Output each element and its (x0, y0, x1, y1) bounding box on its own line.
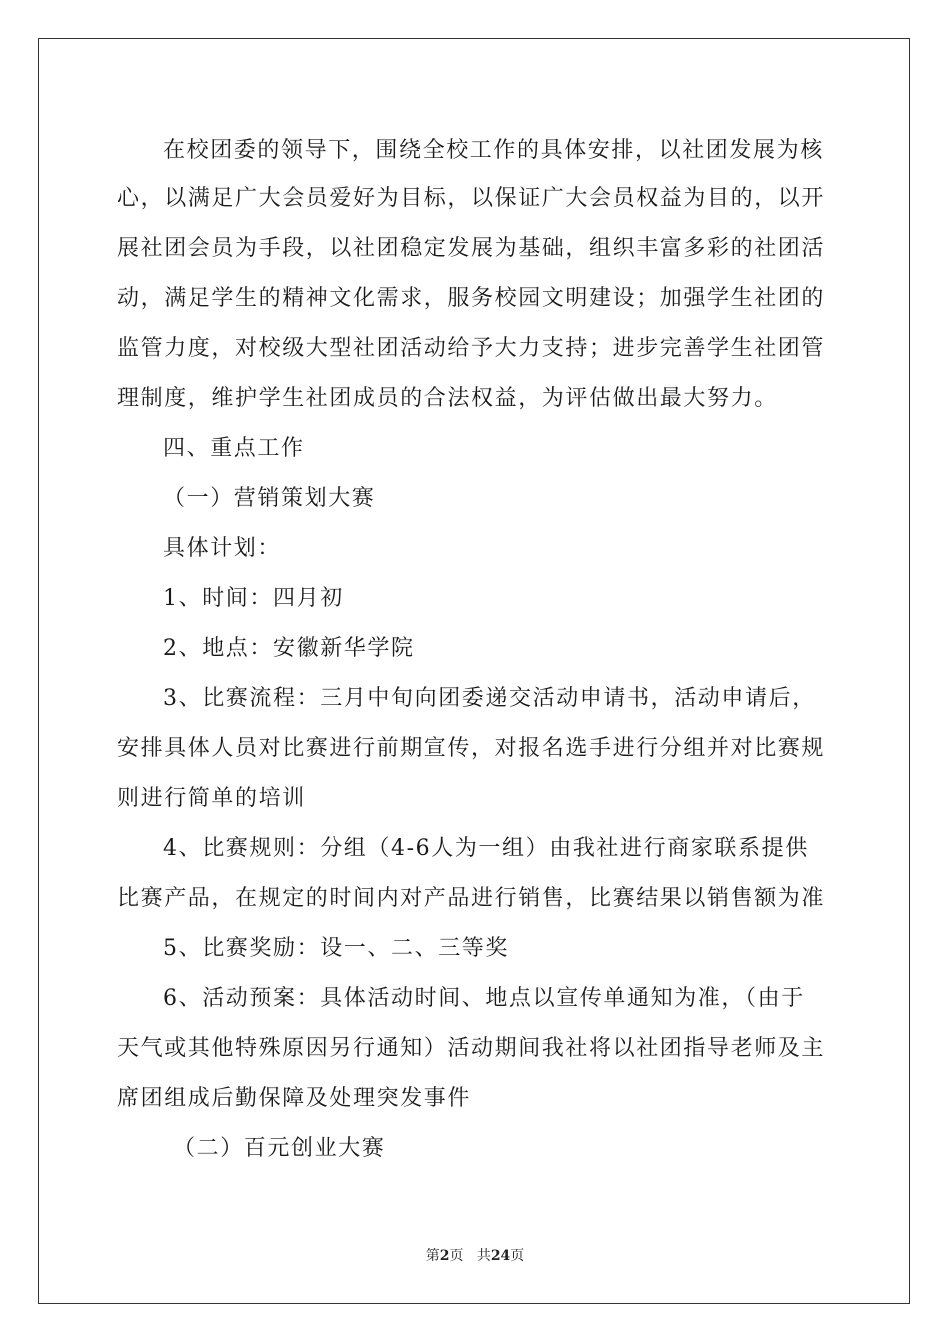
list-item-continuation: 天气或其他特殊原因另行通知）活动期间我社将以社团指导老师及主 (117, 1036, 826, 1061)
list-item-continuation: 安排具体人员对比赛进行前期宣传，对报名选手进行分组并对比赛规 (117, 736, 826, 761)
page-footer (0, 1246, 950, 1266)
list-item: 4、比赛规则：分组（4-6人为一组）由我社进行商家联系提供 (163, 836, 809, 861)
list-item-continuation: 比赛产品，在规定的时间内对产品进行销售，比赛结果以销售额为准 (117, 886, 826, 911)
footer-total-suffix: 页 (510, 1248, 525, 1264)
list-item: 3、比赛流程：三月中旬向团委递交活动申请书，活动申请后， (163, 686, 816, 711)
footer-prefix: 第 (425, 1248, 440, 1264)
list-item-continuation: 席团组成后勤保障及处理突发事件 (117, 1086, 472, 1111)
plan-label: 具体计划： (163, 536, 282, 561)
footer-page-number: 2 (439, 1248, 450, 1264)
list-item: 2、地点：安徽新华学院 (163, 636, 415, 661)
page-border (38, 38, 910, 1304)
subsection-heading: （一）营销策划大赛 (163, 486, 376, 511)
footer-total-pages: 24 (490, 1248, 511, 1264)
paragraph-line: 展社团会员为手段，以社团稳定发展为基础，组织丰富多彩的社团活 (117, 236, 826, 261)
list-item: 5、比赛奖励：设一、二、三等奖 (163, 936, 509, 961)
footer-total-prefix: 共 (476, 1248, 491, 1264)
section-heading: 四、重点工作 (163, 436, 305, 461)
paragraph-line: 在校团委的领导下，围绕全校工作的具体安排，以社团发展为核 (163, 138, 824, 163)
list-item: 1、时间：四月初 (163, 586, 344, 611)
footer-page-suffix: 页 (449, 1248, 464, 1264)
paragraph-line: 监管力度，对校级大型社团活动给予大力支持；进步完善学生社团管 (117, 336, 826, 361)
list-item-continuation: 则进行简单的培训 (117, 786, 306, 811)
subsection-heading: （二）百元创业大赛 (173, 1136, 386, 1161)
paragraph-line: 心，以满足广大会员爱好为目标，以保证广大会员权益为目的，以开 (117, 186, 826, 211)
paragraph-line: 动，满足学生的精神文化需求，服务校园文明建设；加强学生社团的 (117, 286, 826, 311)
list-item: 6、活动预案：具体活动时间、地点以宣传单通知为准，（由于 (163, 986, 805, 1011)
paragraph-line: 理制度，维护学生社团成员的合法权益，为评估做出最大努力。 (117, 386, 778, 411)
